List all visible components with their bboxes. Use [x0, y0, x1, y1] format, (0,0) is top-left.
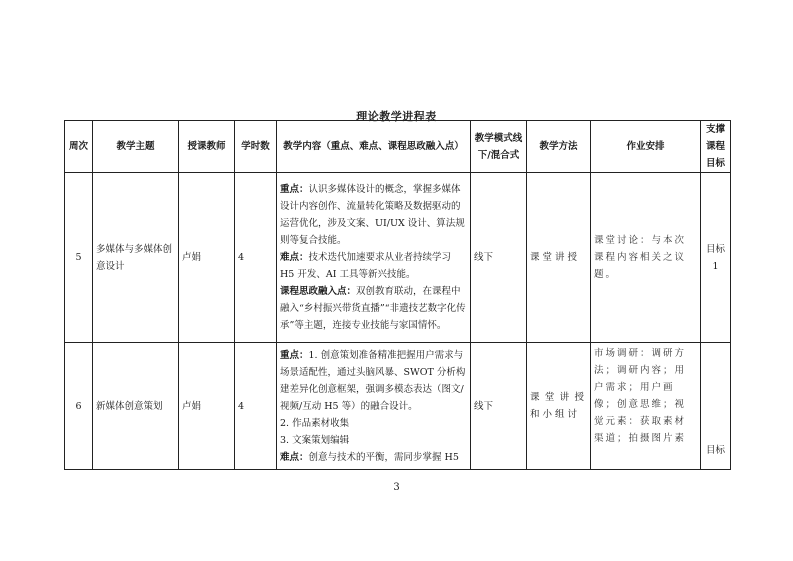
homework-cell: 课堂讨论：与本次课程内容相关之议题。 [591, 173, 701, 343]
mode-cell: 线下 [471, 343, 527, 470]
header-homework: 作业安排 [591, 121, 701, 173]
key-label: 重点： [280, 349, 309, 361]
header-target: 支撑课程目标 [701, 121, 731, 173]
header-topic: 教学主题 [93, 121, 179, 173]
header-row [65, 121, 731, 173]
header-hours: 学时数 [235, 121, 277, 173]
content-item: 3. 文案策划编辑 [280, 434, 350, 446]
key-label: 重点： [280, 184, 309, 195]
method-cell: 课堂讲授 [527, 173, 591, 343]
method-cell: 课堂讲授和小组讨 [527, 343, 591, 470]
week-cell: 6 [65, 343, 93, 470]
ideology-label: 课程思政融入点： [280, 286, 357, 297]
difficulty-text: 技术迭代加速要求从业者持续学习 H5 开发、AI 工具等新兴技能。 [280, 252, 452, 280]
content-cell [277, 343, 471, 470]
teaching-schedule-table [64, 120, 731, 470]
mode-cell: 线下 [471, 173, 527, 343]
homework-cell: 市场调研：调研方法；调研内容；用户需求；用户画像；创意思维；视觉元素：获取素材渠道；拍摄图片素 [591, 343, 701, 470]
header-teacher: 授课教师 [179, 121, 235, 173]
hours-cell: 4 [235, 343, 277, 470]
ideology-text: 双创教育联动，在课程中融入“乡村振兴带货直播”“非遗技艺数字化传承”等主题，连接专业技能与家国情怀。 [280, 286, 466, 331]
table-row [65, 173, 731, 343]
content-item: 2. 作品素材收集 [280, 417, 350, 429]
target-cell: 目标 [701, 343, 731, 470]
table-row [65, 343, 731, 470]
content-cell [277, 173, 471, 343]
topic-cell: 新媒体创意策划 [93, 343, 179, 470]
table-title: 理论教学进程表 [356, 110, 437, 123]
difficulty-text: 创意与技术的平衡，需同步掌握 H5 [308, 451, 459, 463]
header-mode: 教学模式线下/混合式 [471, 121, 527, 173]
teacher-cell: 卢娟 [179, 343, 235, 470]
key-text: 认识多媒体设计的概念，掌握多媒体设计内容创作、流量转化策略及数据驱动的运营优化，涉及文案、UI/UX 设计、算法规则等复合技能。 [280, 184, 465, 246]
difficulty-label: 难点： [280, 252, 309, 263]
hours-cell: 4 [235, 173, 277, 343]
header-content: 教学内容（重点、难点、课程思政融入点） [277, 121, 471, 173]
key-text: 1. 创意策划准备精准把握用户需求与场景适配性，通过头脑风暴、SWOT 分析构建差异化创意框架，强调多模态表达（图文/视频/互动 H5 等）的融合设计。 [280, 349, 466, 412]
teacher-cell: 卢娟 [179, 173, 235, 343]
header-method: 教学方法 [527, 121, 591, 173]
difficulty-label: 难点： [280, 451, 309, 463]
target-cell: 目标1 [701, 173, 731, 343]
week-cell: 5 [65, 173, 93, 343]
topic-cell: 多媒体与多媒体创意设计 [93, 173, 179, 343]
page-number: 3 [393, 482, 400, 493]
header-week: 周次 [65, 121, 93, 173]
